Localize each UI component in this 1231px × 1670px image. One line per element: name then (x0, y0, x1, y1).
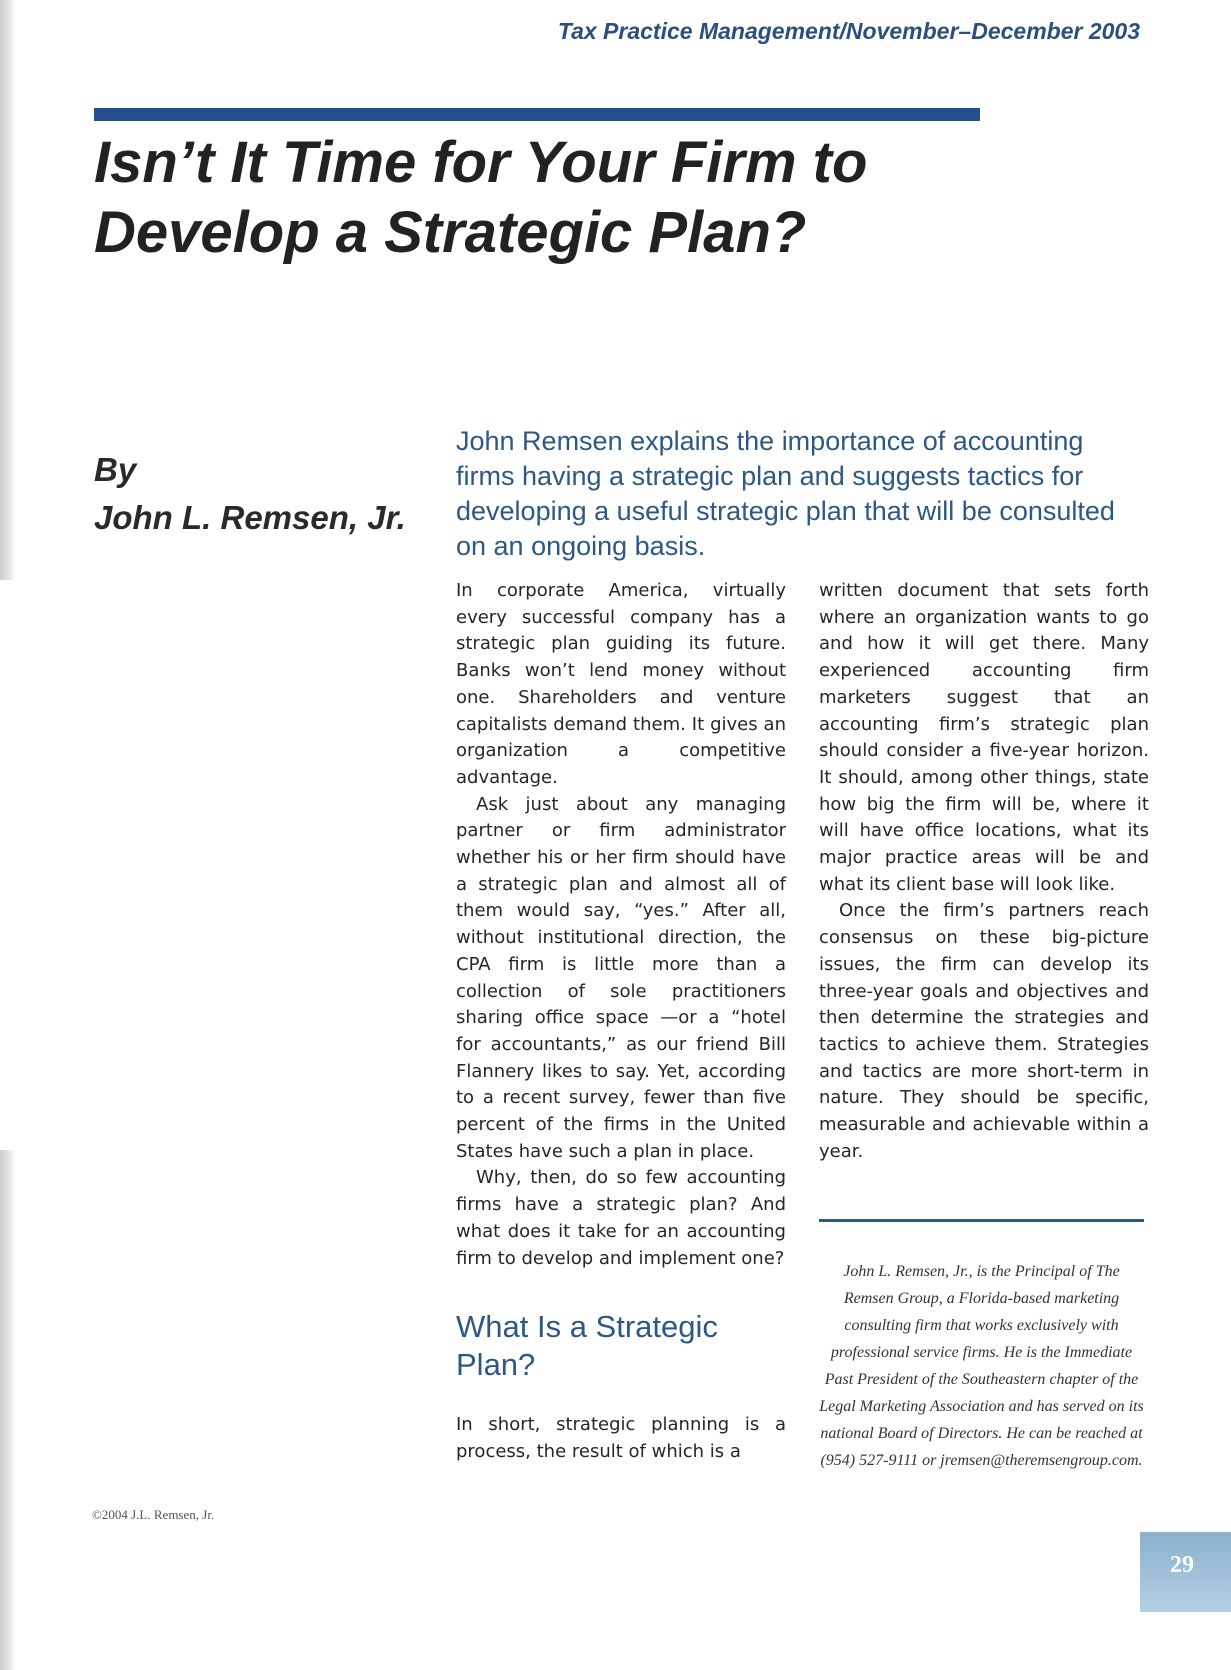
article-deck: John Remsen explains the importance of accounting firms having a strategic plan and suggests tactics for developing a useful strategic plan that will be consulted on an ongoing basis. (456, 426, 1115, 561)
paragraph: written document that sets forth where an organization wants to go and how it will get there. Many experienced accounting firm marketers suggest that an accounting firm’s strategic plan should consider a five-year horizon. It should, among other things, state how big the firm will be, where it will have office locations, what its major practice areas will be and what its client base will look like. (819, 580, 1149, 895)
article-title: Isn’t It Time for Your Firm to Develop a Strategic Plan? (94, 130, 868, 265)
copyright-notice: ©2004 J.L. Remsen, Jr. (92, 1507, 215, 1522)
title-rule (94, 108, 980, 121)
section-heading: What Is a Strategic Plan? (456, 1309, 718, 1383)
byline-by: By (94, 451, 137, 488)
byline-author: John L. Remsen, Jr. (94, 499, 406, 536)
bio-divider (819, 1219, 1144, 1222)
running-head: Tax Practice Management/November–December 2003 (557, 18, 1140, 44)
byline (94, 446, 434, 542)
paragraph: Ask just about any managing partner or firm administrator whether his or her firm should have a strategic plan and almost all of them would say, “yes.” After all, without institutional direction, the CPA firm is little more than a collection of sole practitioners sharing office space —or a “hotel for accountants,” as our friend Bill Flannery likes to say. Yet, according to a recent survey, fewer than five percent of the firms in the United States have such a plan in place. (456, 793, 786, 1162)
page-number: 29 (1140, 1532, 1231, 1612)
author-bio: John L. Remsen, Jr., is the Principal of The Remsen Group, a Florida-based marketing consulting firm that works exclusively with professional service firms. He is the Immediate Past President of the Southeastern chapter of the Legal Marketing Association and has served on its national Board of Directors. He can be reached at (954) 527-9111 or jremsen@theremsengroup.com. (819, 1263, 1144, 1469)
paragraph: In corporate America, virtually every successful company has a strategic plan guiding its future. Banks won’t lend money without one. Shareholders and venture capitalists demand them. It gives an organization a competitive advantage. (456, 580, 786, 788)
body-column-1 (456, 578, 786, 1466)
paragraph: Why, then, do so few accounting firms have a strategic plan? And what does it take for an accounting firm to develop and implement one? (456, 1167, 786, 1269)
body-column-2 (819, 578, 1149, 1165)
spine-gap (0, 580, 16, 1150)
paragraph: In short, strategic planning is a process, the result of which is a (456, 1414, 786, 1462)
paragraph: Once the firm’s partners reach consensus on these big-picture issues, the firm can develop its three-year goals and objectives and then determine the strategies and tactics to achieve them. Strategies and tactics are more short-term in nature. They should be specific, measurable and achievable within a year. (819, 900, 1149, 1162)
